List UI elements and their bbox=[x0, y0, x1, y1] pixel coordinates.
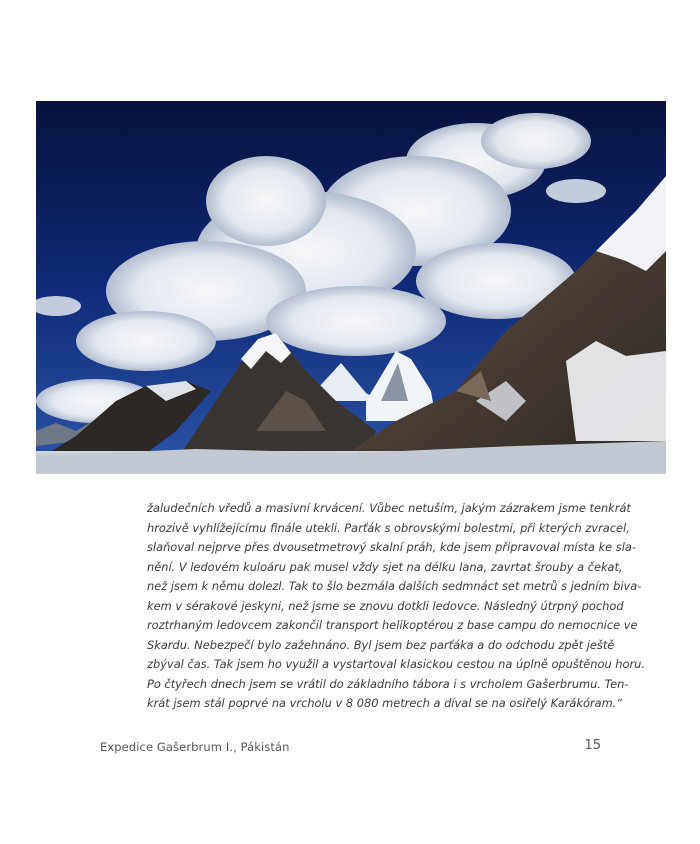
body-paragraph bbox=[147, 499, 646, 714]
paragraph-line: zbýval čas. Tak jsem ho využil a vystartoval klasickou cestou na úplně opuštěnou horu. bbox=[147, 657, 646, 671]
paragraph-line: nění. V ledovém kuloáru pak musel vždy sjet na délku lana, zavrtat šrouby a čekat, bbox=[147, 559, 623, 574]
paragraph-line: krát jsem stál poprvé na vrcholu v 8 080 metrech a díval se na osiřelý Karákóram.“ bbox=[147, 696, 623, 710]
photo-illustration bbox=[36, 101, 666, 474]
paragraph-line: žaludečních vředů a masivní krvácení. Vůbec netuším, jakým zázrakem jsme tenkrát bbox=[147, 501, 631, 515]
mountain-photo bbox=[36, 101, 666, 474]
paragraph-line: Skardu. Nebezpečí bylo zažehnáno. Byl jsem bez parťáka a do odchodu zpět ještě bbox=[147, 637, 615, 652]
page-number: 15 bbox=[584, 738, 601, 753]
paragraph-line: roztrhaným ledovcem zakončil transport helikoptérou z base campu do nemocnice ve bbox=[147, 618, 638, 632]
paragraph-line: než jsem k němu dolezl. Tak to šlo bezmála dalších sedmnáct set metrů s jedním biva- bbox=[147, 579, 642, 593]
footer-title: Expedice Gašerbrum I., Pákistán bbox=[100, 740, 290, 754]
paragraph-line: hrozivě vyhlížejícímu finále utekli. Parťák s obrovskými bolestmi, při kterých zvracel, bbox=[147, 520, 630, 535]
paragraph-line: Po čtyřech dnech jsem se vrátil do základního tábora i s vrcholem Gašerbrumu. Ten- bbox=[147, 676, 629, 691]
paragraph-line: kem v sérakové jeskyni, než jsme se znovu dotkli ledovce. Následný útrpný pochod bbox=[147, 598, 624, 613]
paragraph-line: slaňoval nejprve přes dvousetmetrový skalní práh, kde jsem připravoval místa ke sla- bbox=[147, 540, 636, 554]
